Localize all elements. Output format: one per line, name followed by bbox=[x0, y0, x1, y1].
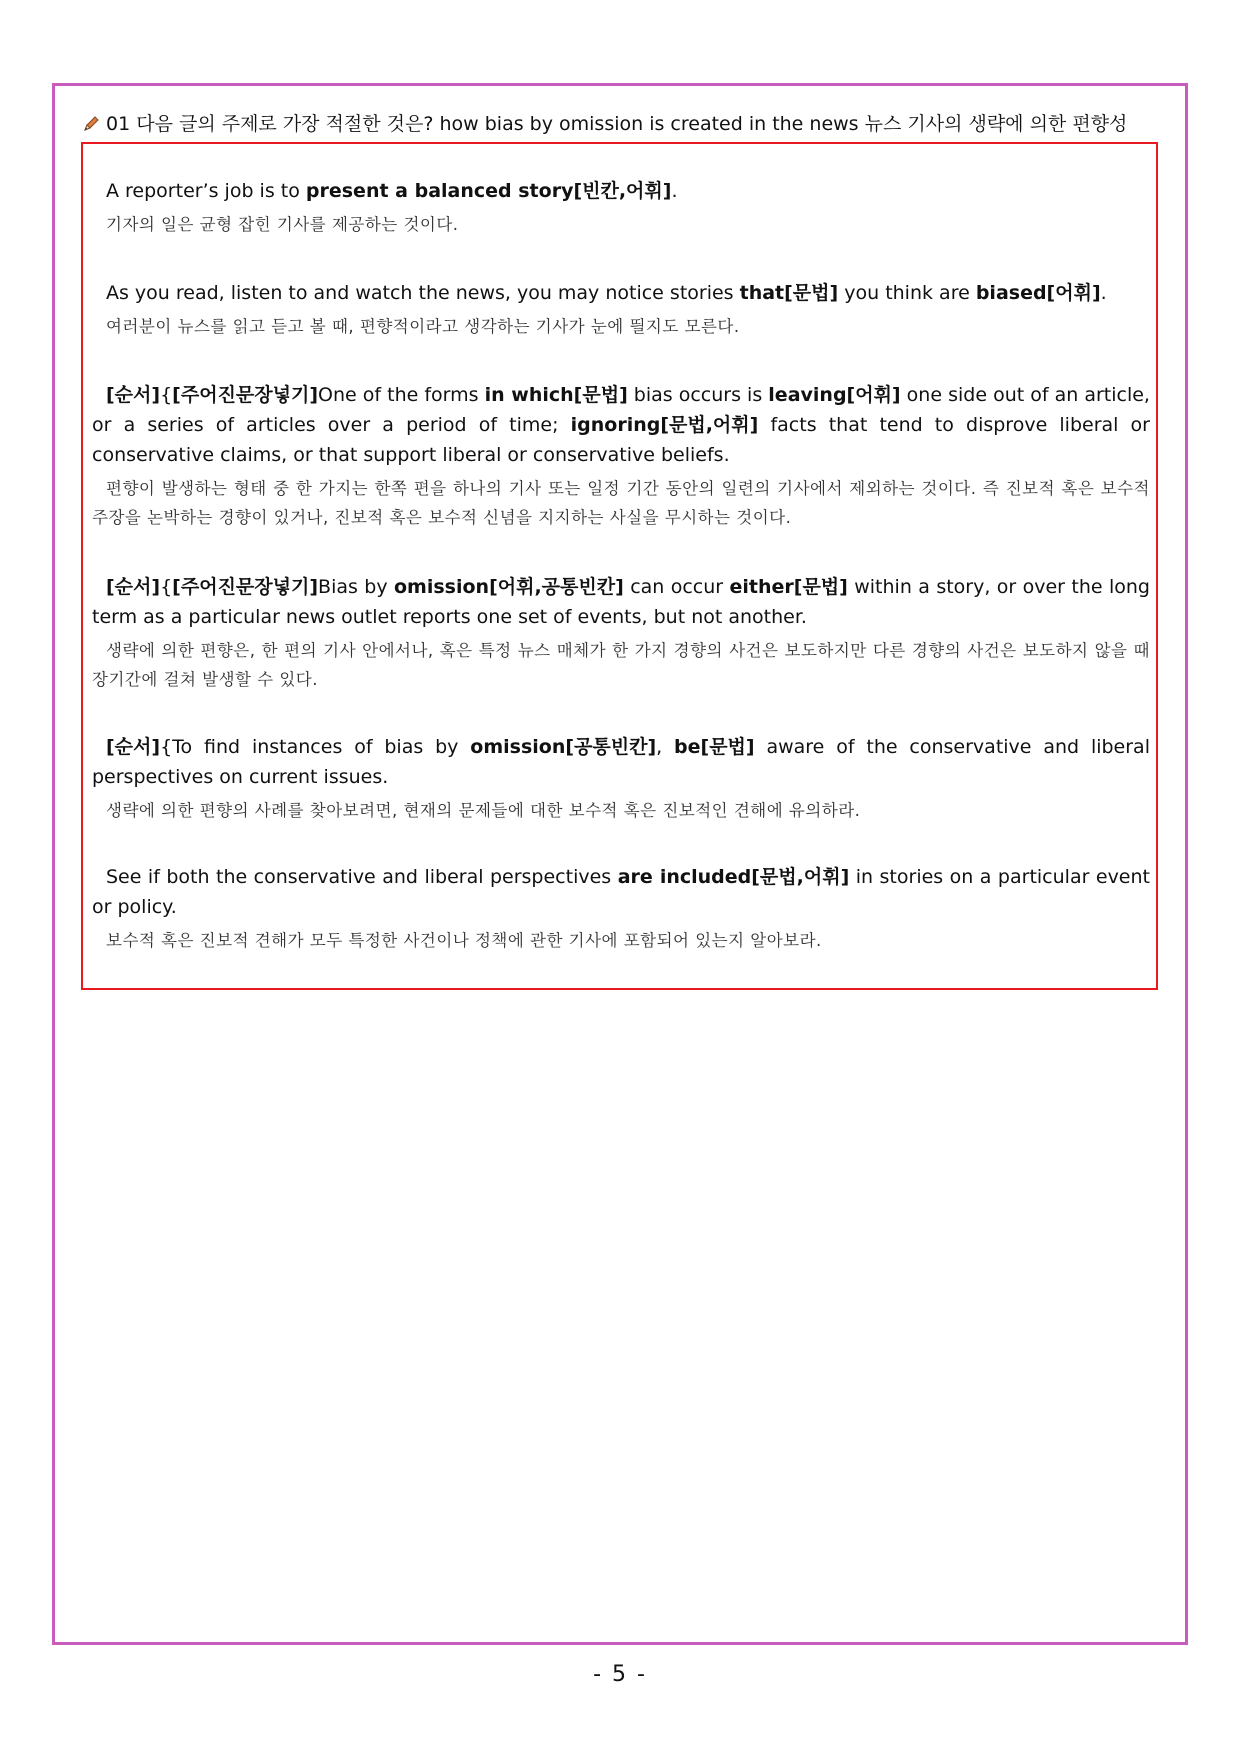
sentence-text: One of the forms bbox=[318, 384, 485, 406]
sentence-text: Bias by bbox=[318, 576, 394, 598]
sentence-text: you think are bbox=[838, 282, 976, 304]
question-text: 01 다음 글의 주제로 가장 적절한 것은? how bias by omission is created in the news 뉴스 기사의 생략에 의한 편향성 bbox=[106, 113, 1128, 135]
sentence-text: A reporter’s job is to bbox=[106, 180, 306, 202]
paragraph-2 bbox=[92, 278, 1150, 341]
page-number: - 5 - bbox=[593, 1662, 647, 1687]
korean-translation: 편향이 발생하는 형태 중 한 가지는 한쪽 편을 하나의 기사 또는 일정 기간 동안의 일련의 기사에서 제외하는 것이다. 즉 진보적 혹은 보수적 주장을 논박하는 경향이 있거나, 진보적 혹은 보수적 신념을 지지하는 사실을 무시하는 것이다. bbox=[92, 479, 1150, 527]
paragraph-5 bbox=[92, 732, 1150, 825]
keyword-annotation: [주어진문장넣기] bbox=[172, 576, 319, 598]
keyword-annotation: either[문법] bbox=[729, 576, 848, 598]
keyword-annotation: [순서] bbox=[106, 736, 161, 758]
paragraph-6 bbox=[92, 862, 1150, 955]
english-sentence bbox=[92, 862, 1150, 922]
pencil-icon bbox=[82, 113, 100, 141]
keyword-annotation: biased[어휘] bbox=[975, 282, 1101, 304]
keyword-annotation: leaving[어휘] bbox=[768, 384, 901, 406]
sentence-text: . bbox=[1100, 282, 1107, 304]
english-sentence bbox=[92, 278, 1150, 308]
keyword-annotation: that[문법] bbox=[739, 282, 839, 304]
sentence-text: within a story, or over the long term as a particular news outlet reports one set of events, but not another. bbox=[92, 576, 1150, 628]
korean-translation: 기자의 일은 균형 잡힌 기사를 제공하는 것이다. bbox=[106, 215, 459, 234]
keyword-annotation: in which[문법] bbox=[484, 384, 628, 406]
korean-translation: 보수적 혹은 진보적 견해가 모두 특정한 사건이나 정책에 관한 기사에 포함되어 있는지 알아보라. bbox=[106, 931, 822, 950]
sentence-text: See if both the conservative and liberal perspectives bbox=[106, 866, 618, 888]
sentence-text: , bbox=[656, 736, 675, 758]
keyword-annotation: [순서] bbox=[106, 384, 161, 406]
english-sentence bbox=[92, 380, 1150, 470]
sentence-text: { bbox=[160, 384, 173, 406]
keyword-annotation: omission[어휘,공통빈칸] bbox=[394, 576, 624, 598]
paragraph-4 bbox=[92, 572, 1150, 694]
keyword-annotation: [주어진문장넣기] bbox=[172, 384, 319, 406]
korean-translation: 생략에 의한 편향은, 한 편의 기사 안에서나, 혹은 특정 뉴스 매체가 한 가지 경향의 사건은 보도하지만 다른 경향의 사건은 보도하지 않을 때 장기간에 걸쳐 발생할 수 있다. bbox=[92, 641, 1150, 689]
sentence-text: facts that tend to disprove liberal or conservative claims, or that support liberal or conservative beliefs. bbox=[92, 414, 1150, 466]
sentence-text: As you read, listen to and watch the news, you may notice stories bbox=[106, 282, 740, 304]
question-header bbox=[82, 110, 1172, 141]
sentence-text: . bbox=[671, 180, 678, 202]
english-sentence bbox=[92, 732, 1150, 792]
sentence-text: in stories on a particular event or policy. bbox=[92, 866, 1150, 918]
paragraph-3 bbox=[92, 380, 1150, 532]
korean-translation: 여러분이 뉴스를 읽고 듣고 볼 때, 편향적이라고 생각하는 기사가 눈에 띌지도 모른다. bbox=[106, 317, 740, 336]
sentence-text: one side out of an article, or a series of articles over a period of time; bbox=[92, 384, 1150, 436]
keyword-annotation: be[문법] bbox=[674, 736, 755, 758]
sentence-text: {To find instances of bias by bbox=[160, 736, 471, 758]
english-sentence bbox=[92, 176, 1150, 206]
keyword-annotation: [순서] bbox=[106, 576, 161, 598]
sentence-text: { bbox=[160, 576, 173, 598]
keyword-annotation: ignoring[문법,어휘] bbox=[570, 414, 759, 436]
sentence-text: can occur bbox=[623, 576, 730, 598]
keyword-annotation: omission[공통빈칸] bbox=[470, 736, 657, 758]
english-sentence bbox=[92, 572, 1150, 632]
sentence-text: aware of the conservative and liberal perspectives on current issues. bbox=[92, 736, 1150, 788]
keyword-annotation: present a balanced story[빈칸,어휘] bbox=[305, 180, 672, 202]
paragraph-1 bbox=[92, 176, 1150, 239]
sentence-text: bias occurs is bbox=[627, 384, 769, 406]
keyword-annotation: are included[문법,어휘] bbox=[617, 866, 850, 888]
korean-translation: 생략에 의한 편향의 사례를 찾아보려면, 현재의 문제들에 대한 보수적 혹은 진보적인 견해에 유의하라. bbox=[106, 801, 861, 820]
